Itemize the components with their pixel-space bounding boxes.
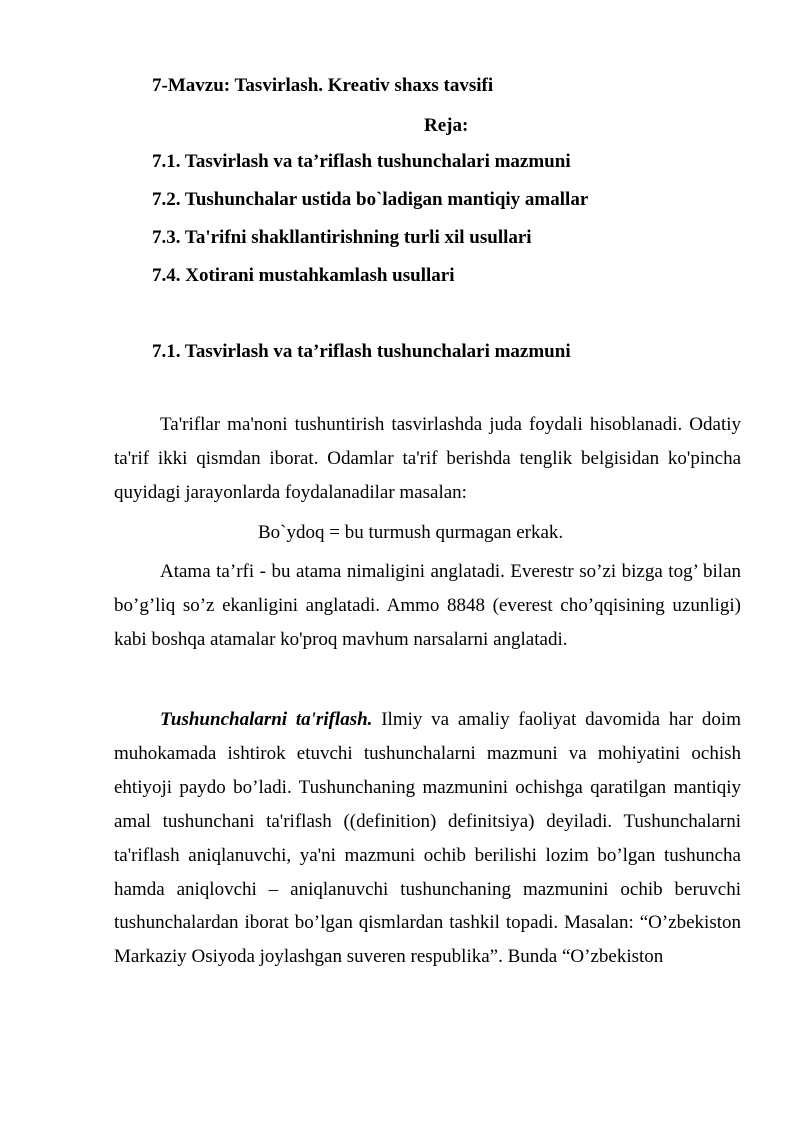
topic-title: 7-Mavzu: Tasvirlash. Kreativ shaxs tavsifi bbox=[152, 75, 494, 96]
plan-item: 7.1. Tasvirlash va ta’riflash tushunchalari mazmuni bbox=[152, 151, 571, 172]
defined-term: Tushunchalarni ta'riflash. bbox=[160, 709, 373, 730]
body-paragraph: Atama ta’rfi - bu atama nimaligini anglatadi. Everestr so’zi bizga tog’ bilan bo’g’liq so’z ekanligini anglatadi. Ammo 8848 (everest cho’qqisining uzunligi) kabi boshqa atamalar ko'proq mavhum narsalarni anglatadi. bbox=[114, 561, 741, 650]
plan-item: 7.4. Xotirani mustahkamlash usullari bbox=[152, 265, 455, 286]
definition-example: Bo`ydoq = bu turmush qurmagan erkak. bbox=[258, 522, 564, 543]
plan-item: 7.2. Tushunchalar ustida bo`ladigan mantiqiy amallar bbox=[152, 189, 589, 210]
plan-heading: Reja: bbox=[424, 115, 469, 136]
body-paragraph bbox=[114, 703, 741, 974]
body-paragraph: Ta'riflar ma'noni tushuntirish tasvirlashda juda foydali hisoblanadi. Odatiy ta'rif ikki qismdan iborat. Odamlar ta'rif berishda tenglik belgisidan ko'pincha quyidagi jarayonlarda foydalanadilar masalan: bbox=[114, 414, 741, 503]
paragraph-text: Ilmiy va amaliy faoliyat davomida har doim muhokamada ishtirok etuvchi tushunchalarni mazmuni va mohiyatini ochish ehtiyoji paydo bo’ladi. Tushunchaning mazmunini ochishga qaratilgan mantiqiy amal tushunchani ta'riflash ((definition) definitsiya) deyiladi. Tushunchalarni ta'riflash aniqlanuvchi, ya'ni mazmuni ochib berilishi lozim bo’lgan tushuncha hamda aniqlovchi – aniqlanuvchi tushunchaning mazmunini ochib beruvchi tushunchalardan iborat bo’lgan qismlardan tashkil topadi. Masalan: “O’zbekiston Markaziy Osiyoda joylashgan suveren respublika”. Bunda “O’zbekiston bbox=[114, 709, 741, 968]
section-heading: 7.1. Tasvirlash va ta’riflash tushunchalari mazmuni bbox=[152, 341, 571, 362]
plan-item: 7.3. Ta'rifni shakllantirishning turli xil usullari bbox=[152, 227, 532, 248]
